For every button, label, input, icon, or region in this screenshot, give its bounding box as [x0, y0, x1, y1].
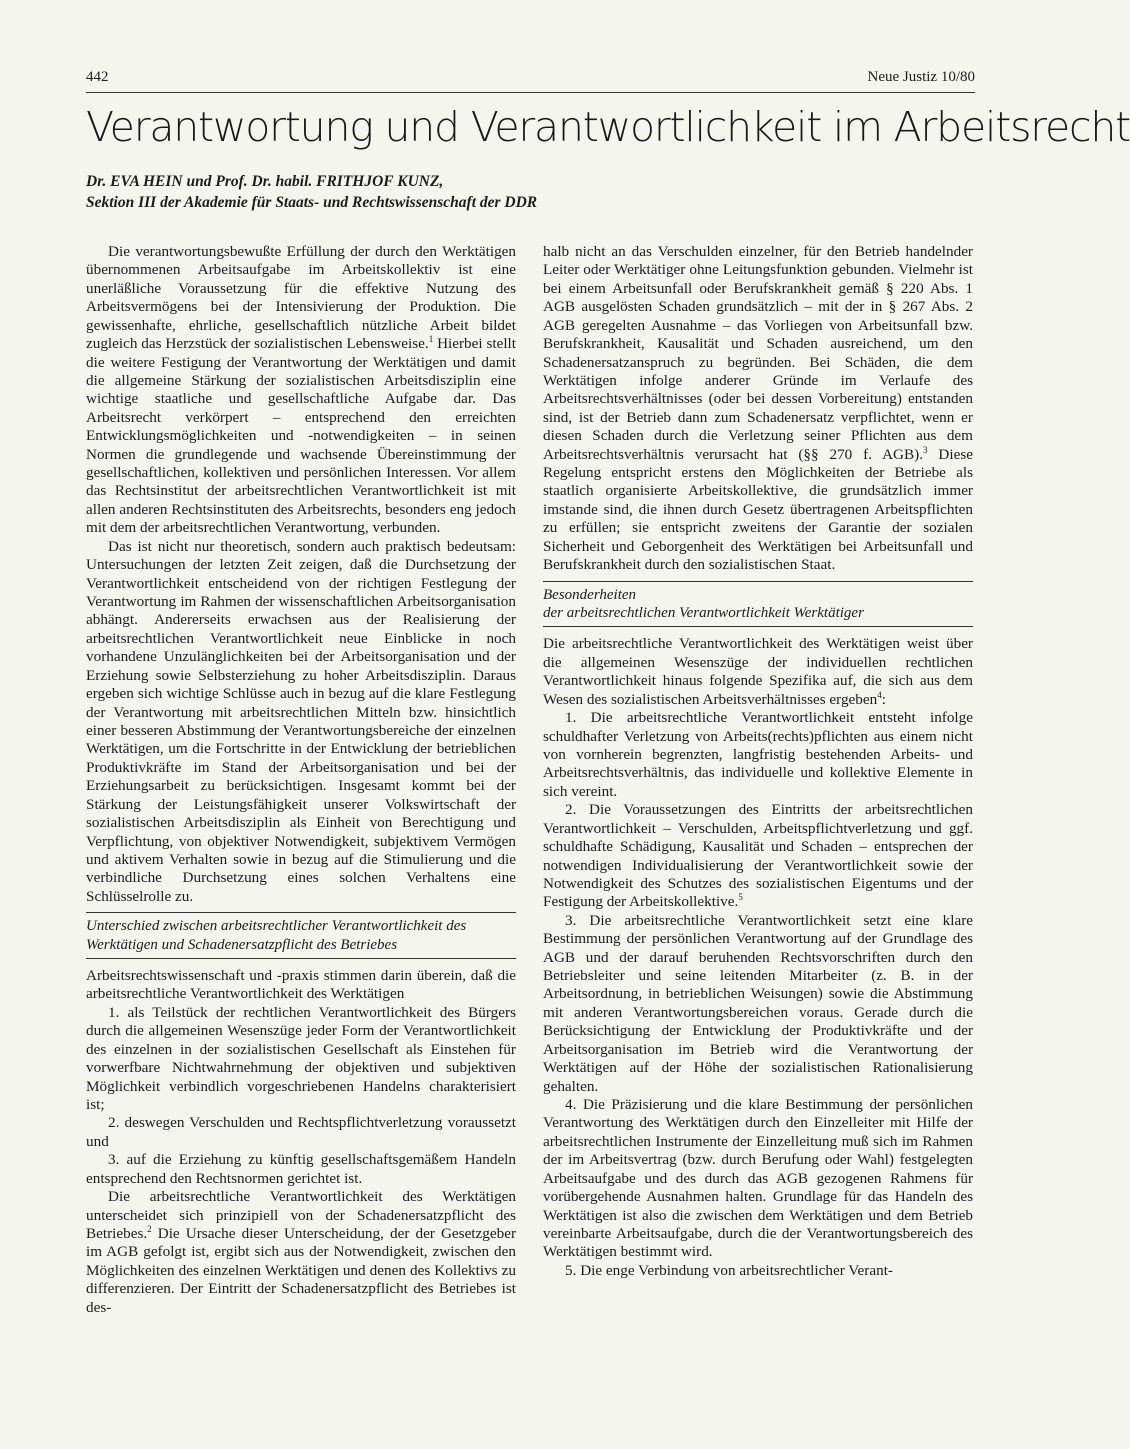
page-number: 442 [86, 69, 109, 85]
footnote-ref: 3 [923, 444, 928, 455]
paragraph-text: : [881, 690, 886, 708]
paragraph [543, 243, 973, 575]
heading-rule [86, 958, 516, 959]
list-item [543, 801, 973, 912]
paragraph [543, 635, 973, 709]
journal-issue: Neue Justiz 10/80 [867, 69, 975, 85]
paragraph-text: halb nicht an das Verschulden einzelner, für den Betrieb handelnder Leiter oder Werktätiger ohne Leitungsfunktion gebunden. Vielmehr ist bei einem Arbeitsunfall oder Berufskrankheit gemäß § 220 Abs. 1 AGB ausgelösten Schaden grundsätzlich – mit der in § 267 Abs. 2 AGB geregelten Ausnahme – das Vorliegen von Arbeitsunfall bzw. Berufskrankheit, Kausalität und Schaden ausreichend, um den Schadenersatzanspruch zu begründen. Bei Schäden, die dem Werktätigen infolge anderer Gründe im Verlaufe des Arbeitsrechtsverhältnisses (oder bei dessen Vorbereitung) entstanden sind, ist der Betrieb dann zum Schadenersatz verpflichtet, wenn er diesen Schaden durch die Verletzung seiner Pflichten aus dem Arbeitsrechtsverhältnis verursacht hat (§§ 270 f. AGB). [543, 243, 973, 463]
left-column [86, 243, 516, 1317]
paragraph-text: Die arbeitsrechtliche Verantwortlichkeit des Werktätigen weist über die allgemeinen Wesenszüge der individuellen rechtlichen Verantwortlichkeit hinaus folgende Spezifika auf, die sich aus dem Wesen des sozialistischen Arbeitsverhältnisses ergeben [543, 635, 973, 708]
section-heading-block [86, 912, 516, 959]
list-item: 1. Die arbeitsrechtliche Verantwortlichkeit entsteht infolge schuldhafter Verletzung von Arbeits(rechts)pflichten aus einem nicht von vornherein begrenzten, langfristig bestehenden Arbeits- und Arbeitsrechtsverhältnis, das individuelle und kollektive Elemente in sich vereint. [543, 709, 973, 800]
list-item: 2. deswegen Verschulden und Rechtspflichtverletzung voraussetzt und [86, 1114, 516, 1150]
list-item: 5. Die enge Verbindung von arbeitsrechtlicher Verant- [565, 1261, 893, 1279]
section-heading-block [543, 581, 973, 628]
paragraph-text: 2. Die Voraussetzungen des Eintritts der arbeitsrechtlichen Verantwortlichkeit – Verschulden, Arbeitspflichtverletzung und ggf. schuldhafte Schädigung, Kausalität und Schaden – entsprechen der notwendigen Individualisierung der Verantwortlichkeit sowie der Notwendigkeit des Schutzes des sozialistischen Eigentums und der Festigung der Arbeitskollektive. [543, 801, 973, 911]
section-heading-line: der arbeitsrechtlichen Verantwortlichkeit Werktätiger [543, 605, 864, 622]
list-item: 3. auf die Erziehung zu künftig gesellschaftsgemäßem Handeln entsprechend den Rechtsnormen gerichtet ist. [86, 1151, 516, 1187]
heading-rule [543, 626, 973, 627]
paragraph-text: Die Ursache dieser Unterscheidung, der der Gesetzgeber im AGB gefolgt ist, ergibt sich aus der Notwendigkeit, zwischen den Möglichkeiten des einzelnen Werktätigen und denen des Kollektivs zu differenzieren. Der Eintritt der Schadenersatzpflicht des Betriebes ist des- [86, 1224, 516, 1316]
article-byline [86, 171, 975, 213]
list-item: 1. als Teilstück der rechtlichen Verantwortlichkeit des Bürgers durch die allgemeinen Wesenszüge jeder Form der Verantwortlichkeit des einzelnen in der sozialistischen Gesellschaft als Einstehen für vorwerfbare Nichtwahrnehmung der objektiven und subjektiven Möglichkeit verbindlich vorgeschriebenen Handelns charakterisiert ist; [86, 1003, 516, 1113]
paragraph-text: Die verantwortungsbewußte Erfüllung der durch den Werktätigen übernommenen Arbeitsaufgabe im Arbeitskollektiv ist eine unerläßliche Voraussetzung für die effektive Nutzung des Arbeitsvermögens bei der Intensivierung der Produktion. Die gewissenhafte, ehrliche, gesellschaftlich nützliche Arbeit bildet zugleich das Herzstück der sozialistischen Lebensweise. [86, 243, 516, 353]
article-title: Verantwortung und Verantwortlichkeit im Arbeitsrecht [86, 103, 1130, 151]
paragraph-text: Die arbeitsrechtliche Verantwortlichkeit des Werktätigen unterscheidet sich prinzipiell von der Schadenersatzpflicht des Betriebes. [86, 1188, 516, 1242]
paragraph-text: Diese Regelung entspricht erstens den Möglichkeiten der Betriebe als staatlich organisierte Arbeitskollektive, die grundsätzlich immer imstande sind, die ihnen durch Gesetz übertragenen Arbeitspflichten zu erfüllen; sie entspricht zweitens der Garantie der sozialen Sicherheit und Geborgenheit des Werktätigen bei Arbeitsunfall und Berufskrankheit durch den sozialistischen Staat. [543, 445, 973, 574]
footnote-ref: 4 [877, 689, 882, 700]
right-column [543, 243, 973, 1280]
list-item: 4. Die Präzisierung und die klare Bestimmung der persönlichen Verantwortung des Werktätigen durch den Einzelleiter mit Hilfe der arbeitsrechtlichen Instrumente der Einzelleitung muß sich im Rahmen der im Arbeitsvertrag (bzw. durch Berufung oder Wahl) festgelegten Arbeitsaufgabe und des durch das AGB gezogenen Rahmens für vorübergehende Ausnahmen halten. Grundlage für das Handeln des Werktätigen ist also die zwischen dem Werktätigen und dem Betrieb vereinbarte Arbeitsaufgabe, durch die der Verantwortungsbereich des Werktätigen bestimmt wird. [543, 1095, 973, 1261]
section-heading: Unterschied zwischen arbeitsrechtlicher Verantwortlichkeit des Werktätigen und Schadenersatzpflicht des Betriebes [86, 918, 467, 953]
section-heading-line: Besonderheiten [543, 586, 637, 603]
paragraph: Das ist nicht nur theoretisch, sondern auch praktisch bedeutsam: Untersuchungen der letzten Zeit zeigen, daß die Durchsetzung der Verantwortlichkeit entscheidend von der richtigen Festlegung der Verantwortung im Rahmen der wissenschaftlichen Arbeitsorganisation abhängt. Andererseits erwachsen aus der Realisierung der arbeitsrechtlichen Verantwortlichkeit neue Einblicke in noch vorhandene Unzulänglichkeiten bei der Arbeitsorganisation und der Erziehung sowie Selbsterziehung zu hoher Arbeitsdisziplin. Daraus ergeben sich wichtige Schlüsse auch in bezug auf die klare Festlegung der Verantwortung mit arbeitsrechtlichen Mitteln bzw. hinsichtlich einer besseren Abstimmung der Verantwortungsbereiche der einzelnen Werktätigen, um die Fortschritte in der Entwicklung der betrieblichen Produktivkräfte im Stand der Arbeitsorganisation und bei der Erziehungsarbeit zu berücksichtigen. Insgesamt kommt bei der Stärkung der Leistungsfähigkeit unserer Volkswirtschaft der sozialistischen Arbeitsdisziplin als Einheit von Berechtigung und Verpflichtung, von objektiver Notwendigkeit, subjektivem Vermögen und aktivem Verhalten sowie in bezug auf die Stimulierung und die verbindliche Durchsetzung eines solchen Verhaltens eine Schlüsselrolle zu. [86, 537, 516, 905]
article-affiliation: Sektion III der Akademie für Staats- und Rechtswissenschaft der DDR [86, 194, 538, 211]
paragraph-text: Hierbei stellt die weitere Festigung der Verantwortung der Werktätigen und damit die allgemeine Stärkung der sozialistischen Arbeitsdisziplin eine wichtige staatliche und gesellschaftliche Aufgabe dar. Das Arbeitsrecht verkörpert – entsprechend den erreichten Entwicklungsmöglichkeiten und -notwendigkeiten – in seinen Normen die grundlegende und wachsende Übereinstimmung der gesellschaftlichen, kollektiven und persönlichen Interessen. Vor allem das Rechtsinstitut der arbeitsrechtlichen Verantwortlichkeit ist mit allen anderen Rechtsinstituten des Arbeitsrechts, besonders eng jedoch mit dem der arbeitsrechtlichen Verantwortung, verbunden. [86, 335, 516, 537]
paragraph [86, 243, 516, 538]
paragraph: Arbeitsrechtswissenschaft und -praxis stimmen darin überein, daß die arbeitsrechtliche Verantwortlichkeit des Werktätigen [86, 967, 516, 1003]
footnote-ref: 5 [738, 892, 743, 903]
footnote-ref: 1 [428, 334, 434, 345]
article-authors: Dr. EVA HEIN und Prof. Dr. habil. FRITHJOF KUNZ, [86, 173, 444, 190]
paragraph [86, 1188, 516, 1317]
list-item: 3. Die arbeitsrechtliche Verantwortlichkeit setzt eine klare Bestimmung der persönlichen Verantwortung auf der Grundlage des AGB und der darauf beruhenden Rechtsvorschriften durch den Betriebsleiter und seine leitenden Mitarbeiter (z. B. in der Arbeitsordnung, in betrieblichen Weisungen) sowie die Abstimmung mit anderen Verantwortungsbereichen voraus. Gerade durch die Berücksichtigung der Entwicklung der Produktivkräfte und der Arbeitsorganisation im Betrieb wird die Verantwortung der Werktätigen auf der Höhe der sozialistischen Rationalisierung gehalten. [543, 911, 973, 1095]
running-header [86, 66, 975, 93]
footnote-ref: 2 [147, 1223, 152, 1234]
